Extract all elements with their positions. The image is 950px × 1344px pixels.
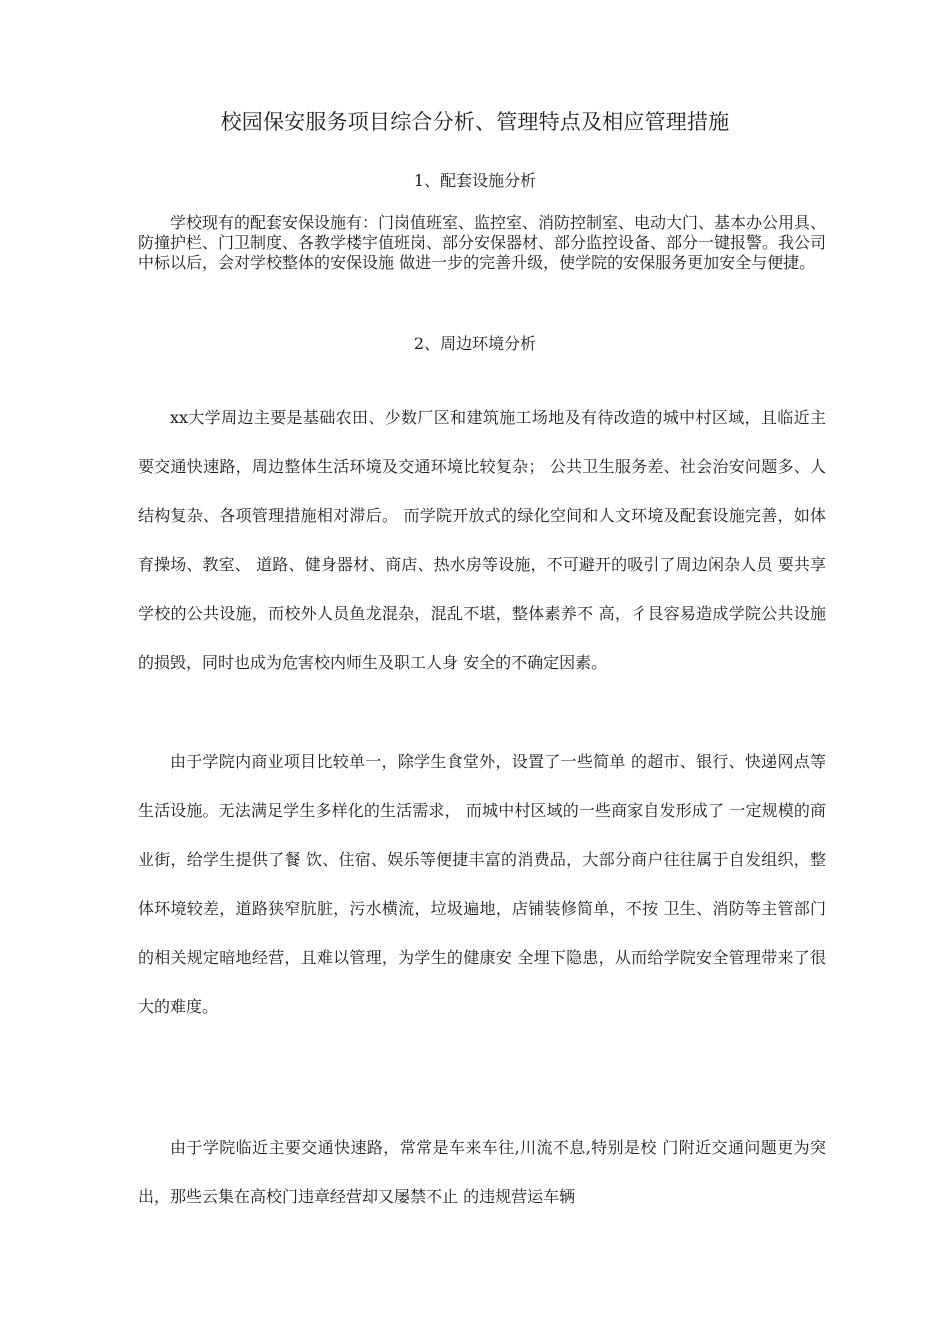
paragraph-surroundings: xx大学周边主要是基础农田、少数厂区和建筑施工场地及有待改造的城中村区域，且临近主要交通快速路，周边整体生活环境及交通环境比较复杂； 公共卫生服务差、社会治安问题多、人结构复杂、各项管理措施相对滞后。 而学院开放式的绿化空间和人文环境及配套设施完善，如体育操场、教室、 道路、健身器材、商店、热水房等设施，不可避开的吸引了周边闲杂人员 要共享学校的公共设施，而校外人员鱼龙混杂，混乱不堪，整体素养不 高，彳艮容易造成学院公共设施的损毁，同时也成为危害校内师生及职工人身 安全的不确定因素。	[138, 408, 826, 672]
paragraph-traffic: 由于学院临近主要交通快速路，常常是车来车往,川流不息,特别是校 门附近交通问题更为突出，那些云集在高校门违章经营却又屡禁不止 的违规营运车辆	[138, 1138, 826, 1206]
section-heading-facilities: 1、配套设施分析	[413, 171, 537, 190]
paragraph-facilities: 学校现有的配套安保设施有：门岗值班室、监控室、消防控制室、电动大门、基本办公用具、防撞护栏、门卫制度、各教学楼宇值班岗、部分安保器材、部分监控设备、部分一键报警。我公司中标以后，会对学校整体的安保设施 做进一步的完善升级，使学院的安保服务更加安全与便捷。	[138, 213, 827, 272]
document-title: 校园保安服务项目综合分析、管理特点及相应管理措施	[220, 110, 730, 134]
paragraph-commerce: 由于学院内商业项目比较单一，除学生食堂外，设置了一些简单 的超市、银行、快递网点等生活设施。无法满足学生多样化的生活需求， 而城中村区域的一些商家自发形成了 一定规模的商业街，给学生提供了餐 饮、住宿、娱乐等便捷丰富的消费品，大部分商户往往属于自发组织，整 体环境较差，道路狭窄肮脏，污水横流，垃圾遍地，店铺装修简单，不按 卫生、消防等主管部门的相关规定暗地经营，且难以管理，为学生的健康安 全埋下隐患，从而给学院安全管理带来了很大的难度。	[138, 752, 826, 1016]
section-heading-environment: 2、周边环境分析	[413, 334, 537, 353]
